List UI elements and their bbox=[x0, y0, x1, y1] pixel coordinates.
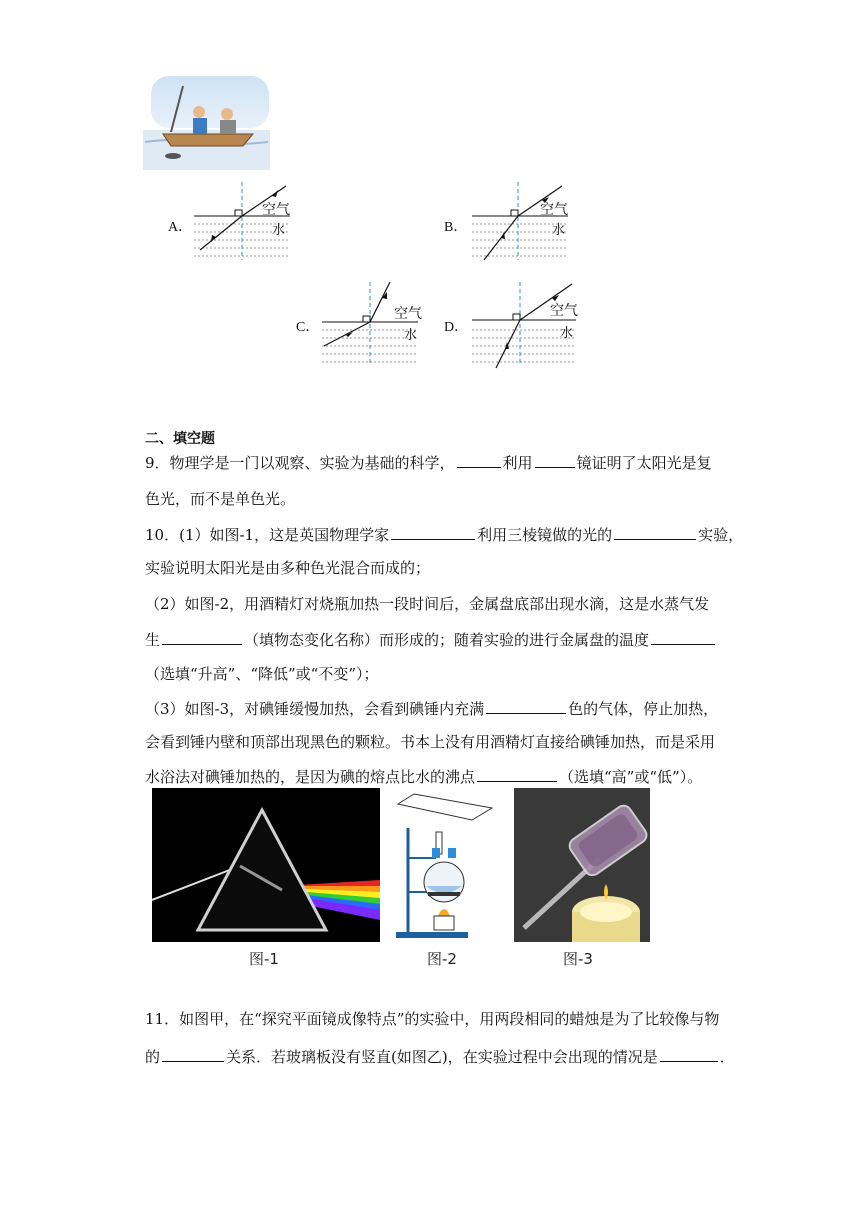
q11-line2 bbox=[145, 1046, 735, 1067]
q10-line5: （选填“升高”、“降低”或“不变”）； bbox=[145, 665, 379, 683]
option-a-label: A． bbox=[168, 220, 193, 235]
option-c-water-label: 水 bbox=[404, 328, 418, 343]
figure-2-caption: 图-2 bbox=[427, 950, 457, 968]
q10-line2: 实验说明太阳光是由多种色光混合而成的； bbox=[145, 559, 431, 577]
q10-blank-phase-change[interactable] bbox=[162, 629, 242, 645]
q9-blank-1[interactable] bbox=[457, 452, 501, 468]
q10-text-8a: 水浴法对碘锤加热的，是因为碘的熔点比水的沸点 bbox=[145, 768, 476, 786]
q10-line7: 会看到锤内壁和顶部出现黑色的颗粒。书本上没有用酒精灯直接给碘锤加热，而是采用 bbox=[145, 733, 716, 751]
option-d-water-label: 水 bbox=[560, 326, 574, 341]
q11-blank-size[interactable] bbox=[162, 1046, 224, 1062]
option-b-air-label: 空气 bbox=[540, 202, 568, 218]
q10-text-6a: （3）如图-3，对碘锤缓慢加热，会看到碘锤内充满 bbox=[145, 700, 485, 718]
q10-blank-physicist[interactable] bbox=[391, 524, 475, 540]
q10-text-1c: 实验， bbox=[698, 526, 744, 544]
q11-text-2c: ． bbox=[719, 1048, 735, 1066]
q10-line1 bbox=[145, 524, 743, 545]
q10-text-4a: 生 bbox=[145, 631, 161, 649]
q10-line8 bbox=[145, 766, 702, 787]
q10-blank-high-low[interactable] bbox=[477, 766, 557, 782]
option-a-water-label: 水 bbox=[272, 223, 286, 238]
q10-blank-experiment[interactable] bbox=[614, 524, 696, 540]
q10-text-4b: （填物态变化名称）而形成的；随着实验的进行金属盘的温度 bbox=[244, 631, 650, 649]
option-c-air-label: 空气 bbox=[394, 306, 422, 322]
fishing-boat-illustration bbox=[143, 72, 270, 170]
q10-text-1b: 利用三棱镜做的光的 bbox=[477, 526, 613, 544]
option-c-label: C． bbox=[296, 320, 320, 335]
q9-text-c: 镜证明了太阳光是复 bbox=[576, 454, 712, 472]
q10-text-1a: 10．(1）如图-1，这是英国物理学家 bbox=[145, 526, 390, 544]
option-d-label: D． bbox=[444, 320, 469, 335]
q10-text-6b: 色的气体，停止加热， bbox=[568, 700, 719, 718]
q9-line2: 色光，而不是单色光。 bbox=[145, 490, 296, 508]
q10-line4 bbox=[145, 629, 717, 650]
option-a-air-label: 空气 bbox=[262, 202, 290, 218]
figure-1-caption: 图-1 bbox=[249, 950, 279, 968]
q11-text-2a: 的 bbox=[145, 1048, 161, 1066]
q9-blank-2[interactable] bbox=[535, 452, 575, 468]
q9-text-b: 利用 bbox=[502, 454, 533, 472]
q10-line6 bbox=[145, 698, 718, 719]
prism-dispersion-photo bbox=[152, 788, 380, 942]
q10-blank-gas-color[interactable] bbox=[486, 698, 566, 714]
option-b-water-label: 水 bbox=[552, 223, 566, 238]
iodine-hammer-photo bbox=[514, 788, 650, 942]
q11-text-2b: 关系．若玻璃板没有竖直(如图乙)，在实验过程中会出现的情况是 bbox=[226, 1048, 658, 1066]
q9-text-a: 9．物理学是一门以观察、实验为基础的科学， bbox=[145, 454, 455, 472]
figure-3-caption: 图-3 bbox=[563, 950, 593, 968]
option-c-refraction-diagram bbox=[318, 280, 428, 366]
q9-line1 bbox=[145, 452, 712, 473]
q10-blank-temperature[interactable] bbox=[651, 629, 715, 645]
section-title: 二、填空题 bbox=[145, 431, 215, 447]
q11-line1: 11．如图甲，在“探究平面镜成像特点”的实验中，用两段相同的蜡烛是为了比较像与物 bbox=[145, 1010, 720, 1028]
option-d-air-label: 空气 bbox=[550, 303, 578, 319]
q10-text-8b: （选填“高”或“低”）。 bbox=[559, 768, 703, 786]
option-b-label: B． bbox=[444, 220, 468, 235]
q10-line3: （2）如图-2，用酒精灯对烧瓶加热一段时间后，金属盘底部出现水滴，这是水蒸气发 bbox=[145, 595, 710, 613]
flask-heating-apparatus bbox=[392, 788, 498, 942]
q11-blank-situation[interactable] bbox=[660, 1046, 718, 1062]
